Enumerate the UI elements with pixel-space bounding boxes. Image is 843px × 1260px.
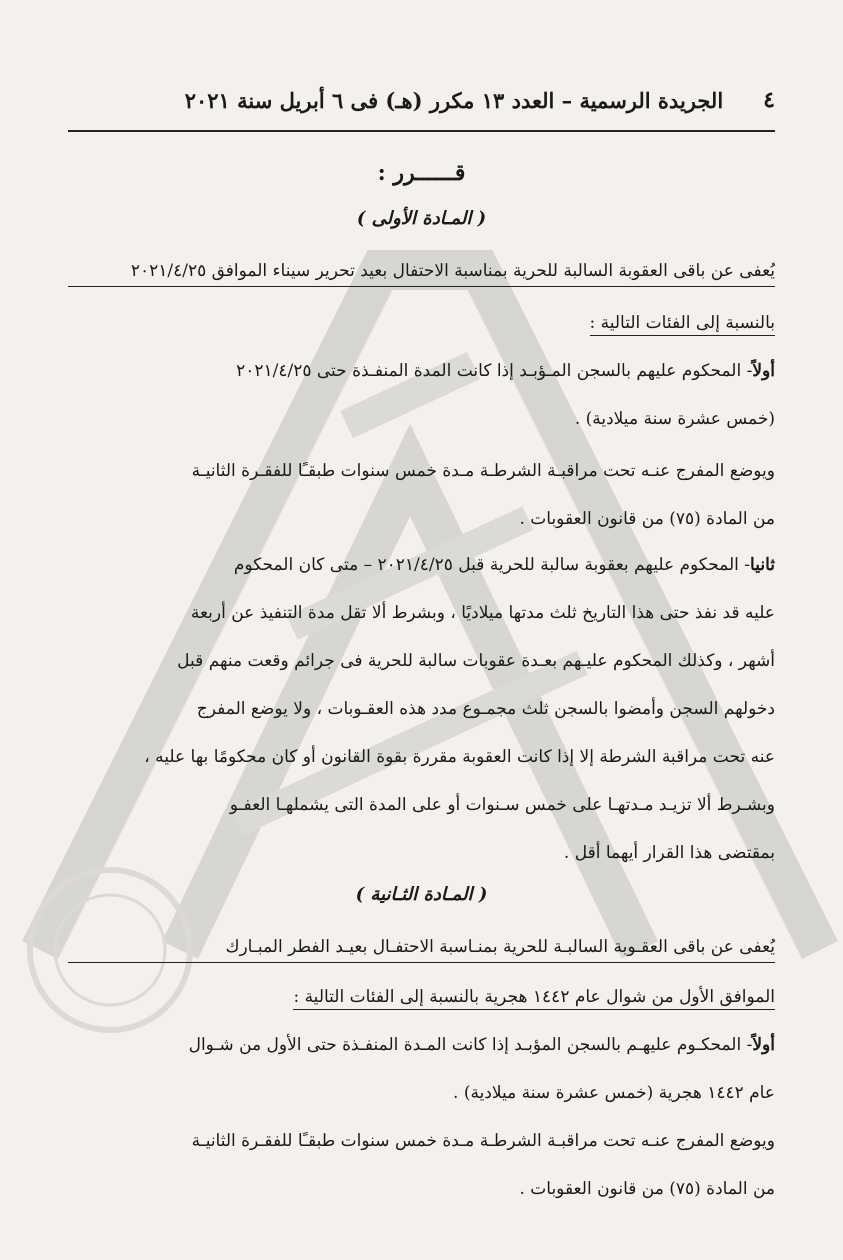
article-2-line-1: يُعفى عن باقى العقـوبة السالبـة للحرية بمنـاسبة الاحتفـال بعيـد الفطر المبـارك bbox=[68, 932, 775, 963]
first-lead: أولاً bbox=[752, 1035, 775, 1055]
article-1-line-1: يُعفى عن باقى العقوبة السالبة للحرية بمناسبة الاحتفال بعيد تحرير سيناء الموافق ٢٠٢١/٤/٢٥ bbox=[68, 256, 775, 287]
article-1-title: ( المـادة الأولى ) bbox=[356, 208, 487, 229]
article-2-first-line-2: عام ١٤٤٢ هجرية (خمس عشرة سنة ميلادية) . bbox=[453, 1083, 775, 1103]
article-1-first-line-2: (خمس عشرة سنة ميلادية) . bbox=[574, 409, 775, 429]
gazette-title: الجريدة الرسمية – العدد ١٣ مكرر (هـ) فى ٦ أبريل سنة ٢٠٢١ bbox=[184, 87, 724, 113]
second-lead: ثانيا bbox=[750, 555, 775, 575]
article-1-first-line-1: أولاً- المحكوم عليهم بالسجن المـؤبـد إذا كانت المدة المنفـذة حتى ٢٠٢١/٤/٢٥ bbox=[236, 361, 775, 381]
article-2-para-line-1: ويوضع المفرج عنـه تحت مراقبـة الشرطـة مـدة خمس سنوات طبقـًا للفقـرة الثانيـة bbox=[191, 1131, 775, 1151]
article-1-second-line-1: ثانيا- المحكوم عليهم بعقوبة سالبة للحرية قبل ٢٠٢١/٤/٢٥ – متى كان المحكوم bbox=[233, 555, 775, 575]
page-header bbox=[68, 80, 775, 132]
article-2-title: ( المـادة الثـانية ) bbox=[355, 884, 488, 905]
article-1-second-line-6: وبشـرط ألا تزيـد مـدتهـا على خمس سـنوات أو على المدة التى يشملهـا العفـو bbox=[229, 795, 775, 815]
article-1-second-line-2: عليه قد نفذ حتى هذا التاريخ ثلث مدتها ميلاديًا ، وبشرط ألا تقل مدة التنفيذ عن أربعة bbox=[190, 603, 775, 623]
article-2-first-line-1: أولاً- المحكـوم عليهـم بالسجن المؤبـد إذا كانت المـدة المنفـذة حتى الأول من شـوال bbox=[188, 1035, 775, 1055]
article-1-para-line-1: ويوضع المفرج عنـه تحت مراقبـة الشرطـة مـدة خمس سنوات طبقـًا للفقـرة الثانيـة bbox=[191, 461, 775, 481]
article-1-second-line-5: عنه تحت مراقبة الشرطة إلا إذا كانت العقوبة مقررة بقوة القانون أو كان محكومًا بها عليه ، bbox=[144, 747, 775, 767]
article-1-para-line-2: من المادة (٧٥) من قانون العقوبات . bbox=[519, 509, 775, 529]
article-1-line-2: بالنسبة إلى الفئات التالية : bbox=[68, 308, 775, 338]
article-1-second-line-4: دخولهم السجن وأمضوا بالسجن ثلث مجمـوع مدد هذه العقـوبات ، ولا يوضع المفرج bbox=[196, 699, 775, 719]
first-lead: أولاً bbox=[752, 361, 775, 381]
decision-title: قــــــرر : bbox=[377, 160, 466, 186]
article-1-second-line-7: بمقتضى هذا القرار أيهما أقل . bbox=[563, 843, 775, 863]
page-number: ٤ bbox=[763, 87, 775, 113]
article-2-line-2: الموافق الأول من شوال عام ١٤٤٢ هجرية بالنسبة إلى الفئات التالية : bbox=[68, 982, 775, 1012]
article-2-para-line-2: من المادة (٧٥) من قانون العقوبات . bbox=[519, 1179, 775, 1199]
article-1-second-line-3: أشهر ، وكذلك المحكوم عليـهم بعـدة عقوبات سالبة للحرية فى جرائم وقعت منهم قبل bbox=[177, 651, 775, 671]
